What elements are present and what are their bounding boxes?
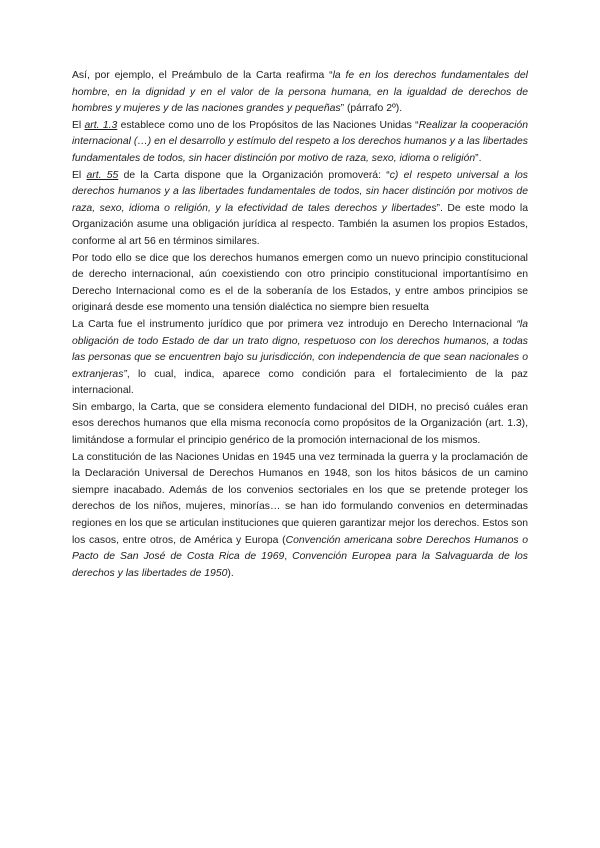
paragraph-principio-constitucional: Por todo ello se dice que los derechos humanos emergen como un nuevo principio constitucional de derecho internacional, aún coexistiendo con otro principio constitucional importantísimo en Derecho Internacional como es el de la soberanía de los Estados, y entre ambos principios se originará desde ese momento una tensión dialéctica no siempre bien resuelta (72, 252, 528, 314)
quote-text: Realizar la cooperación internacional (…) en el desarrollo y estímulo del respeto a los derechos humanos y a las libertades fundamentales de todos, sin hacer distinción por motivo de raza, sexo, idioma o religión (72, 119, 528, 164)
paragraph-text: ). (227, 567, 234, 579)
paragraph-text: establece como uno de los Propósitos de las Naciones Unidas “ (117, 119, 419, 131)
convention-title: Convención americana sobre Derechos Humanos o Pacto de San José de Costa Rica de 1969 (72, 534, 528, 563)
quote-text: la fe en los derechos fundamentales del hombre, en la dignidad y en el valor de la persona humana, en la igualdad de derechos de hombres y mujeres y de las naciones grandes y pequeñas (72, 70, 528, 115)
paragraph-text: El (72, 169, 87, 181)
document-body (72, 68, 528, 582)
paragraph-text: La Carta fue el instrumento jurídico que por primera vez introdujo en Derecho Internacional (72, 318, 517, 330)
paragraph-text: ”. (475, 152, 482, 164)
paragraph-carta-instrumento (72, 317, 528, 400)
paragraph-constitucion-nu (72, 450, 528, 583)
paragraph-sin-embargo: Sin embargo, la Carta, que se considera elemento fundacional del DIDH, no precisó cuáles eran esos derechos humanos que ella misma reconocía como propósitos de la Organización (art. 1.3), limitándose a formular el principio genérico de la promoción internacional de los mismos. (72, 401, 528, 447)
quote-text: c) el respeto universal a los derechos humanos y a las libertades fundamentales de todos, sin hacer distinción por motivos de raza, sexo, idioma o religión, y la efectividad de tales derechos y libertades (72, 169, 528, 214)
paragraph-text: La constitución de las Naciones Unidas en 1945 una vez terminada la guerra y la proclamación de la Declaración Universal de Derechos Humanos en 1948, son los hitos básicos de un camino siempre inacabado. Además de los convenios sectoriales en los que se pretende proteger los derechos de los niños, mujeres, minorías… se han ido formulando convenios en determinadas regiones en los que se articulan instituciones que quieren garantizar mejor los derechos. Estos son los casos, entre otros, de América y Europa ( (72, 451, 528, 546)
paragraph-art-1-3 (72, 118, 528, 168)
paragraph-text: de la Carta dispone que la Organización promoverá: “ (118, 169, 390, 181)
paragraph-text: Así, por ejemplo, el Preámbulo de la Carta reafirma “ (72, 70, 333, 81)
paragraph-text: , lo cual, indica, aparece como condición para el fortalecimiento de la paz internacional. (72, 368, 528, 397)
article-reference-link[interactable]: art. 55 (86, 169, 119, 181)
paragraph-text: El (72, 119, 85, 131)
article-reference-link[interactable]: art. 1.3 (84, 119, 118, 131)
quote-text: “la obligación de todo Estado de dar un trato digno, respetuoso con los derechos humanos, a todas las personas que se encuentren bajo su jurisdicción, con independencia de que sean nacionales o extranjeras” (72, 318, 528, 380)
paragraph-text: , (284, 551, 293, 563)
paragraph-art-55 (72, 168, 528, 251)
paragraph-preambulo (72, 68, 528, 118)
convention-title: Convención Europea para la Salvaguarda de los derechos y las libertades de 1950 (72, 551, 528, 579)
paragraph-text: ”. De este modo la Organización asume una obligación jurídica al respecto. También la asumen los propios Estados, conforme al art 56 en términos similares. (72, 202, 528, 247)
paragraph-text: ” (párrafo 2º). (340, 103, 403, 115)
